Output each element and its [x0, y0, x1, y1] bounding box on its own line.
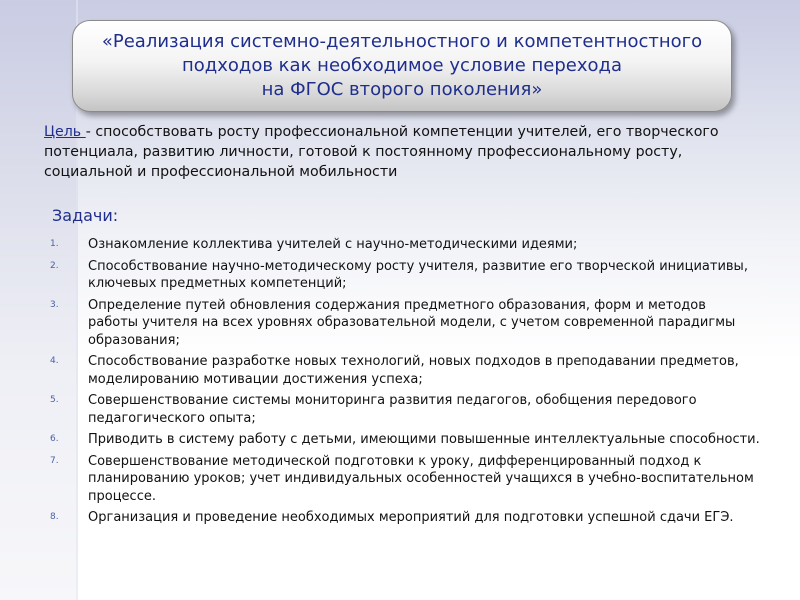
task-text: Приводить в систему работу с детьми, имеющими повышенные интеллектуальные способности.: [88, 432, 760, 447]
title-box: [72, 20, 732, 112]
task-number: 2.: [50, 260, 59, 271]
task-number: 3.: [50, 299, 59, 310]
task-number: 4.: [50, 356, 59, 366]
task-item: [50, 236, 770, 254]
task-text: Способствование научно-методическому росту учителя, развитие его творческой инициативы, ключевых предметных компетенций;: [88, 258, 748, 291]
goal-label: Цель: [44, 124, 86, 140]
slide-title: «Реализация системно-деятельностного и компетентностного подходов как необходимое условие перехода на ФГОС второго поколения»: [101, 31, 703, 100]
task-number: 1.: [50, 239, 59, 249]
task-text: Ознакомление коллектива учителей с научно-методическими идеями;: [88, 237, 578, 252]
tasks-heading: Задачи:: [52, 206, 119, 225]
task-text: Организация и проведение необходимых мероприятий для подготовки успешной сдачи ЕГЭ.: [88, 510, 734, 525]
task-number: 6.: [50, 434, 59, 444]
task-item: [50, 353, 770, 388]
task-item: [50, 258, 770, 293]
task-item: [50, 431, 770, 449]
task-text: Совершенствование методической подготовки к уроку, дифференцированный подход к планированию уроков; учет индивидуальных особенностей учащихся в учебно-воспитательном процессе.: [88, 453, 754, 504]
goal-paragraph: [44, 122, 764, 182]
task-item: [50, 453, 770, 506]
task-item: [50, 297, 770, 350]
tasks-list: [50, 236, 770, 531]
task-item: [50, 509, 770, 527]
task-item: [50, 392, 770, 427]
task-number: 7.: [50, 455, 59, 466]
task-number: 5.: [50, 395, 59, 405]
goal-text: - способствовать росту профессиональной компетенции учителей, его творческого потенциала, развитию личности, готовой к постоянному профессиональному росту, социальной и профессиональной мобильности: [44, 124, 719, 180]
task-number: 8.: [50, 512, 59, 522]
task-text: Способствование разработке новых технологий, новых подходов в преподавании предметов, моделированию мотивации достижения успеха;: [88, 354, 739, 387]
task-text: Совершенствование системы мониторинга развития педагогов, обобщения передового педагогического опыта;: [88, 393, 697, 426]
task-text: Определение путей обновления содержания предметного образования, форм и методов работы учителя на всех уровнях образовательной модели, с учетом современной парадигмы образования;: [88, 297, 736, 348]
